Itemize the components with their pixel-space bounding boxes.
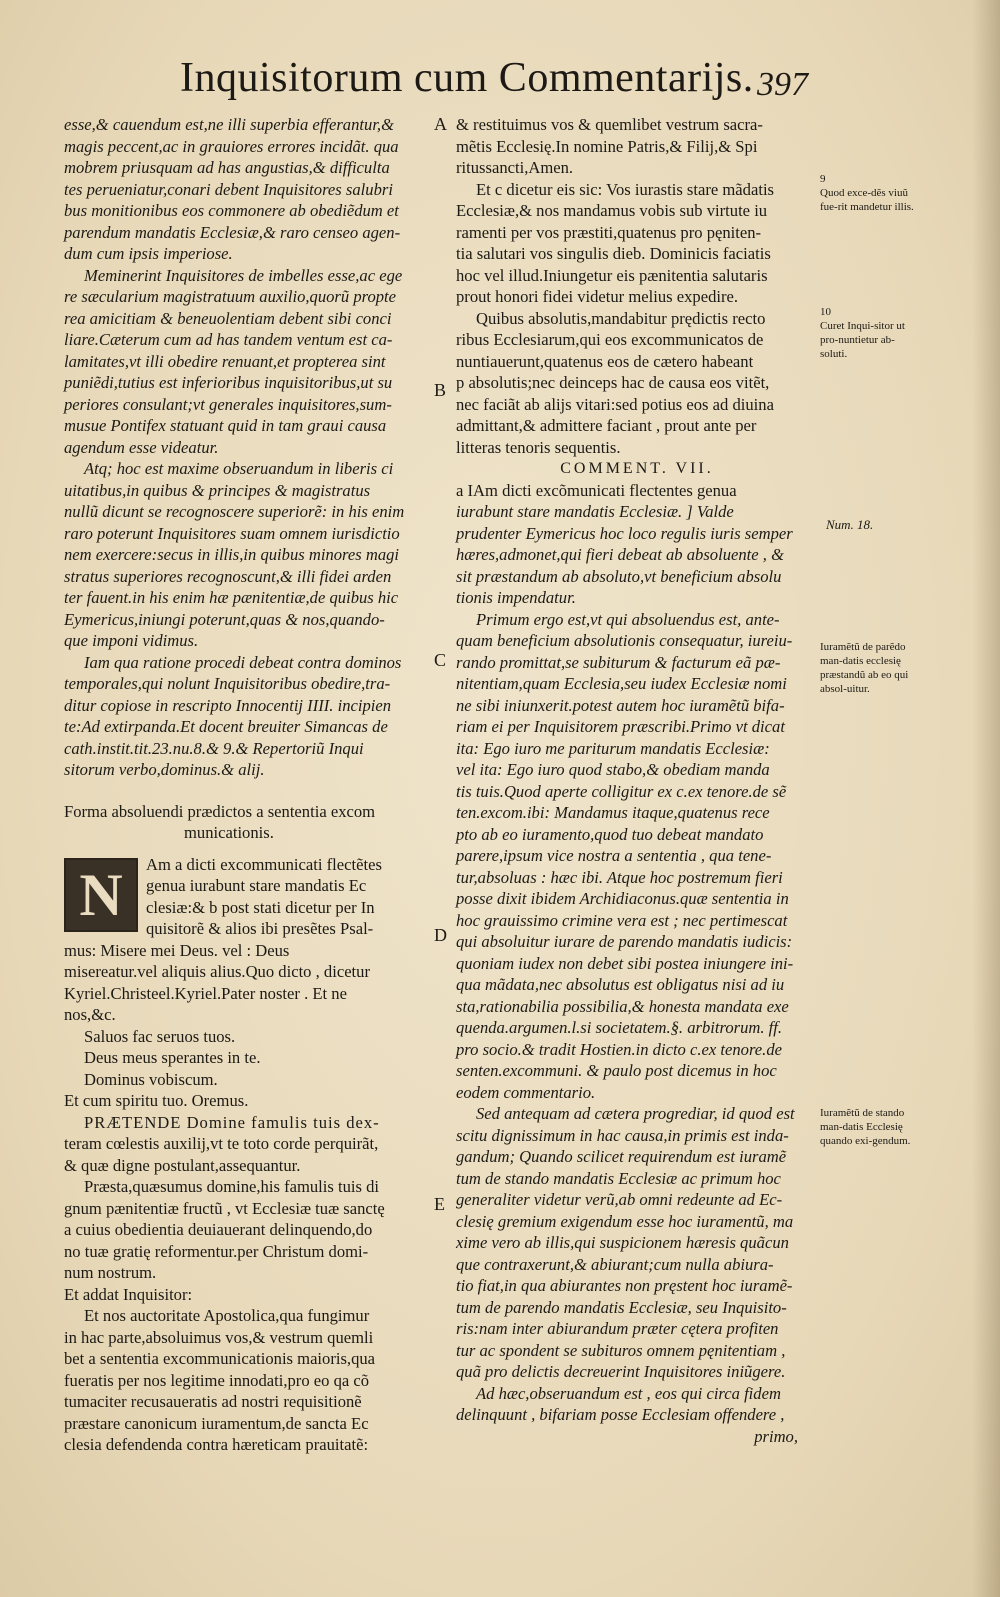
text-line: ritussancti,Amen. xyxy=(456,158,574,177)
text-line: Et nos auctoritate Apostolica,qua fungimur xyxy=(84,1306,370,1325)
text-line: qui absoluitur iurare de parendo mandatis iudicis: xyxy=(456,932,793,951)
text-line: tionis impendatur. xyxy=(456,588,576,607)
text-line: Quibus absolutis,mandabitur prędictis recto xyxy=(476,308,766,328)
text-line: riam ei per Inquisitorem præscribi.Primo vt dicat xyxy=(456,717,785,736)
text-line: clesiæ:& b post stati dicetur per In xyxy=(146,897,375,917)
text-line: prout honori fidei videtur melius expedire. xyxy=(456,287,739,306)
text-line: pto ab eo iuramento,quod tuo debeat mandato xyxy=(456,824,764,844)
text-line: ramenti per vos præstiti,quatenus pro pęniten- xyxy=(456,222,762,242)
right-column xyxy=(456,114,818,1447)
text-line: clesia defendenda contra hæreticam prauitatẽ: xyxy=(64,1435,369,1454)
text-line: sit præstandum ab absoluto,vt beneficium absolu xyxy=(456,566,782,586)
catchword: primo, xyxy=(754,1426,798,1446)
text-line: mẽtis Ecclesię.In nomine Patris,& Filij,& Spi xyxy=(456,136,758,156)
text-line: puniẽdi,tutius est inferioribus inquisitoribus,ut su xyxy=(64,373,393,392)
text-line: nuntiauerunt,quatenus eos de cætero habeant xyxy=(456,351,754,371)
form-body xyxy=(64,854,436,1456)
text-line: Kyriel.Christeel.Kyriel.Pater noster . Et ne xyxy=(64,983,347,1003)
text-line: iurabunt stare mandatis Ecclesiæ. ] Valde xyxy=(456,502,734,521)
side-note-iuramentum-parendo: Iuramẽtũ de parẽdo man-datis ecclesię præstandũ ab eo qui absol-uitur. xyxy=(820,641,909,695)
text-line: esse,& cauendum est,ne illi superbia efferantur,& xyxy=(64,115,394,134)
side-note-num-18: Num. 18. xyxy=(826,517,874,532)
side-note-text: Curet Inqui-sitor ut pro-nuntietur ab-soluti. xyxy=(820,320,905,360)
text-line: no tuæ gratię reformentur.per Christum domi- xyxy=(64,1241,369,1261)
text-line: uitatibus,in quibus & principes & magistratus xyxy=(64,480,371,500)
text-line: Meminerint Inquisitores de imbelles esse,ac ege xyxy=(84,265,403,285)
text-line: parendum mandatis Ecclesiæ,& raro censeo agen- xyxy=(64,222,401,242)
running-title: Inquisitorum cum Commentarijs. xyxy=(180,55,754,101)
text-line: hoc vel illud.Iniungetur eis pænitentia salutaris xyxy=(456,265,768,285)
margin-letter-a: A xyxy=(434,114,447,134)
text-line: magis peccent,ac in grauiores errores incidãt. qua xyxy=(64,136,399,156)
text-line: pro socio.& tradit Hostien.in dicto c.ex tenore.de xyxy=(456,1039,782,1059)
side-note-number: 10 xyxy=(820,306,831,318)
margin-letter-e: E xyxy=(434,1194,445,1214)
text-line: clesię gremium exigendum esse hoc iuramentũ, ma xyxy=(456,1211,794,1231)
text-line: & quæ digne postulant,assequantur. xyxy=(64,1155,301,1175)
text-line: teram cœlestis auxilij,vt te toto corde perquirãt, xyxy=(64,1134,379,1153)
text-line: litteras tenoris sequentis. xyxy=(456,437,621,457)
absolution-form xyxy=(64,801,436,1456)
text-line: dum cum ipsis imperiose. xyxy=(64,244,233,263)
text-line: temporales,qui nolunt Inquisitoribus obedire,tra- xyxy=(64,674,391,693)
text-line: scitu dignissimum in hac causa,in primis est inda- xyxy=(456,1125,789,1145)
text-line: xime vero ab illis,qui suspicionem hæresis quãcun xyxy=(456,1233,789,1252)
text-line: ditur copiose in rescripto Innocentij IIII. incipien xyxy=(64,695,392,715)
text-line: nitentiam,quam Ecclesia,seu iudex Ecclesiæ nomi xyxy=(456,674,787,693)
text-line: Am a dicti excommunicati flectẽtes xyxy=(146,854,382,874)
text-line: prudenter Eymericus hoc loco regulis iuris semper xyxy=(456,523,793,543)
text-line: nos,&c. xyxy=(64,1005,116,1024)
text-line: te:Ad extirpanda.Et docent breuiter Simancas de xyxy=(64,717,388,736)
text-line: ten.excom.ibi: Mandamus itaque,quatenus rece xyxy=(456,803,770,822)
text-line: Ecclesiæ,& nos mandamus vobis sub virtute iu xyxy=(456,201,768,220)
text-line: lamitates,vt illi obedire renuant,et propterea sint xyxy=(64,351,386,371)
commentary xyxy=(456,480,818,1448)
text-line: stratus superiores recognoscunt,& illi fidei arden xyxy=(64,566,392,586)
text-line: nem exercere:secus in illis,in quibus minores magi xyxy=(64,545,400,564)
text-line: nec faciãt ab alijs vitari:sed potius eos ad diuina xyxy=(456,394,774,414)
text-line: quoniam iudex non debet sibi postea iniungere ini- xyxy=(456,953,794,973)
side-note-text: Quod exce-dẽs viuũ fue-rit mandetur illis. xyxy=(820,187,914,213)
text-line: re sæcularium magistratuum auxilio,quorũ propte xyxy=(64,287,397,306)
text-line: bus monitionibus eos commonere ab obediẽdum et xyxy=(64,201,399,220)
text-line: Sed antequam ad cætera progrediar, id quod est xyxy=(476,1104,795,1123)
text-line: rando promittat,se subiturum & facturum eã pæ- xyxy=(456,652,781,672)
text-line: fueratis per nos legitime innodati,pro eo qa cõ xyxy=(64,1370,370,1390)
text-line: ter fauent.in his enim hæ pænitentiæ,de quibus hic xyxy=(64,588,399,607)
margin-letter-d: D xyxy=(434,925,447,945)
text-line: tum de parendo mandatis Ecclesiæ, seu Inquisito- xyxy=(456,1297,787,1317)
text-line: que contraxerunt,& abiurant;cum nulla abiura- xyxy=(456,1254,774,1274)
text-line: mobrem priusquam ad has angustias,& difficulta xyxy=(64,158,390,177)
text-line: musue Pontifex statuant quid in tam graui causa xyxy=(64,416,387,435)
text-line: delinquunt , bifariam posse Ecclesiam offendere , xyxy=(456,1405,785,1424)
text-line: tes perueniatur,conari debent Inquisitores salubri xyxy=(64,179,393,199)
text-line: gandum; Quando scilicet requirendum est iuramẽ xyxy=(456,1147,787,1166)
text-line: nullũ dicunt se recognoscere superiorẽ: in his enim xyxy=(64,502,405,521)
text-line: sta,rationabilia possibilia,& honesta mandata exe xyxy=(456,996,789,1016)
text-line: sitorum verbo,dominus.& alij. xyxy=(64,760,265,779)
text-line: que imponi vidimus. xyxy=(64,631,199,650)
text-line: Et cum spiritu tuo. Oremus. xyxy=(64,1091,249,1110)
comment-heading: COMMENT. VII. xyxy=(560,460,714,477)
text-line: a cuius obedientia deuiauerant delinquendo,do xyxy=(64,1220,373,1239)
left-column xyxy=(64,114,436,1456)
form-heading xyxy=(64,801,436,844)
text-line: Atq; hoc est maxime obseruandum in liberis ci xyxy=(84,459,394,478)
text-line: hæres,admonet,qui fieri debeat ab absoluente , & xyxy=(456,545,784,564)
margin-letter-b: B xyxy=(434,380,447,400)
text-line: tia salutari vos singulis dieb. Dominicis faciatis xyxy=(456,244,771,263)
text-line: quã pro delictis decreuerint Inquisitores iniũgere. xyxy=(456,1362,786,1381)
text-line: Et c dicetur eis sic: Vos iurastis stare mãdatis xyxy=(476,179,775,199)
decorated-initial: N xyxy=(64,858,138,932)
text-line: Eymericus,iniungi poterunt,quas & nos,quando- xyxy=(64,609,385,629)
side-note-number: 9 xyxy=(820,173,826,185)
text-line: agendum esse videatur. xyxy=(64,437,219,457)
text-line: quam beneficium absolutionis consequatur, iureiu- xyxy=(456,631,793,650)
text-line: generaliter videtur verũ,ab omni redeunte ad Ec- xyxy=(456,1190,783,1209)
text-line: mus: Misere mei Deus. vel : Deus xyxy=(64,940,290,960)
text-line: Iam qua ratione procedi debeat contra dominos xyxy=(84,652,402,672)
text-line: bet a sententia excommunicationis maioris,qua xyxy=(64,1349,376,1368)
text-line: Primum ergo est,vt qui absoluendus est, ante- xyxy=(476,609,780,629)
text-line: ris:nam inter abiurandum præter cętera profiten xyxy=(456,1319,779,1338)
text-line: hoc grauissimo crimine vera est ; nec pertimescat xyxy=(456,910,788,930)
text-line: Saluos fac seruos tuos. xyxy=(84,1026,236,1046)
form-heading-line: municationis. xyxy=(184,823,274,842)
text-line: eodem commentario. xyxy=(456,1082,596,1102)
text-line: Deus meus sperantes in te. xyxy=(84,1048,261,1067)
text-line: ita: Ego iuro me pariturum mandatis Ecclesiæ: xyxy=(456,738,770,758)
text-line: misereatur.vel aliquis alius.Quo dicto , dicetur xyxy=(64,962,370,981)
form-heading-line: Forma absoluendi prædictos a sententia excom xyxy=(64,801,376,821)
text-line: num nostrum. xyxy=(64,1263,157,1282)
text-line: ne sibi iniunxerit.potest autem hoc iuramẽtũ bifa- xyxy=(456,695,785,715)
margin-letter-c: C xyxy=(434,650,447,670)
text-line: & restituimus vos & quemlibet vestrum sacra- xyxy=(456,115,763,134)
text-line: tis tuis.Quod aperte colligitur ex c.ex tenore.de sẽ xyxy=(456,781,787,801)
page-edge-shadow xyxy=(972,0,1000,1597)
text-line: tur ac spondent se subituros omnem pęnitentiam , xyxy=(456,1340,786,1360)
text-line: præstare canonicum iuramentum,de sancta Ec xyxy=(64,1413,369,1433)
text-line: posse dixit ibidem Archidiaconus.quæ sententia in xyxy=(456,889,789,908)
text-line: liare.Cæterum cum ad has tandem ventum est ca- xyxy=(64,330,393,349)
text-line: parere,ipsum vice nostra a sententia , qua tene- xyxy=(456,846,772,865)
side-note-10 xyxy=(820,305,920,361)
text-line: quisitorẽ & alios ibi presẽtes Psal- xyxy=(146,919,374,938)
text-line: tum de stando mandatis Ecclesiæ ac primum hoc xyxy=(456,1168,781,1188)
text-line: a IAm dicti excõmunicati flectentes genua xyxy=(456,480,737,500)
text-line: ribus Ecclesiarum,qui eos excommunicatos de xyxy=(456,330,764,349)
text-line: genua iurabunt stare mandatis Ec xyxy=(146,876,367,895)
text-line: rea amicitiam & beneuolentiam debent sibi conci xyxy=(64,308,392,328)
side-note-9 xyxy=(820,172,920,214)
text-line: vel ita: Ego iuro quod stabo,& obediam manda xyxy=(456,760,770,779)
text-line: Ad hæc,obseruandum est , eos qui circa fidem xyxy=(476,1383,781,1403)
text-line: quenda.argumen.l.si societatem.§. arbitrorum. ff. xyxy=(456,1018,783,1037)
text-line: tio fiat,in qua abiurantes non pręstent hoc iuramẽ- xyxy=(456,1276,793,1295)
text-line: p absolutis;nec deinceps hac de causa eos vitẽt, xyxy=(456,373,770,392)
page-number: 397 xyxy=(757,66,808,103)
text-line: PRÆTENDE Domine famulis tuis dex- xyxy=(84,1112,380,1132)
text-line: Præsta,quæsumus domine,his famulis tuis di xyxy=(84,1177,380,1196)
text-line: cath.instit.tit.23.nu.8.& 9.& Repertoriũ Inqui xyxy=(64,738,364,758)
text-line: tumaciter recusaueratis ad nostri requisitionẽ xyxy=(64,1392,362,1411)
text-line: senten.excommuni. & paulo post dicemus in hoc xyxy=(456,1061,777,1080)
text-line: in hac parte,absoluimus vos,& vestrum quemli xyxy=(64,1327,374,1347)
side-note-iuramentum-stando: Iuramẽtũ de stando man-datis Ecclesię quando exi-gendum. xyxy=(820,1107,911,1147)
text-line: tur,absoluas : hæc ibi. Atque hoc postremum fieri xyxy=(456,867,783,887)
text-line: admittant,& admittere faciant , prout ante per xyxy=(456,416,757,435)
text-line: qua mãdata,nec absolutus est obligatus nisi ad iu xyxy=(456,975,785,994)
text-line: gnum pænitentiæ fructũ , vt Ecclesiæ tuæ sanctę xyxy=(64,1198,385,1218)
text-line: Et addat Inquisitor: xyxy=(64,1284,193,1304)
text-line: raro poterunt Inquisitores suam omnem iurisdictio xyxy=(64,523,400,543)
text-line: periores consulant;vt generales inquisitores,sum- xyxy=(64,394,392,414)
text-line: Dominus vobiscum. xyxy=(84,1069,218,1089)
